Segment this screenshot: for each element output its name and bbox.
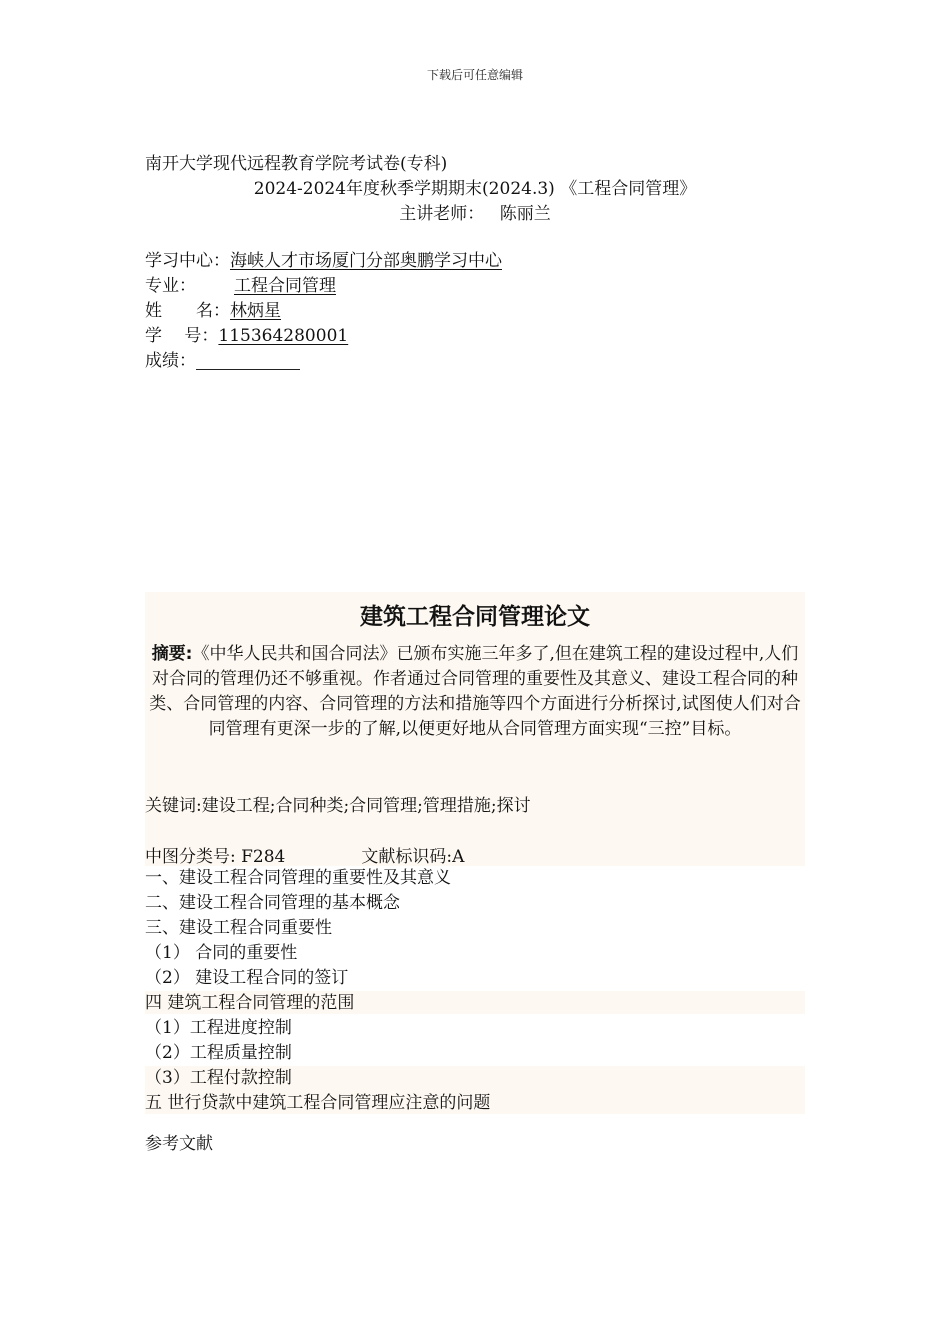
toc-item: （1） 合同的重要性: [145, 943, 298, 963]
document-code: 文献标识码:A: [361, 847, 465, 867]
major-row: [145, 274, 502, 299]
name-row: [145, 299, 502, 324]
study-center-value: 海峡人才市场厦门分部奥鹏学习中心: [230, 251, 502, 271]
exam-term: 2024-2024年度秋季学期期末(2024.3) 《工程合同管理》: [253, 179, 697, 199]
student-id-row: [145, 324, 502, 349]
toc-item: 一、建设工程合同管理的重要性及其意义: [145, 868, 451, 888]
classification-row: [145, 842, 464, 867]
teacher-name: 陈丽兰: [499, 204, 551, 224]
name-value: 林炳星: [230, 301, 281, 321]
major-label: 专业：: [145, 276, 196, 296]
score-blank: [196, 351, 300, 370]
toc-item: 四 建筑工程合同管理的范围: [145, 993, 355, 1013]
toc-item: （2）工程质量控制: [145, 1043, 292, 1063]
paper-title: 建筑工程合同管理论文: [360, 604, 590, 630]
exam-title: 南开大学现代远程教育学院考试卷(专科): [145, 154, 448, 174]
toc-item: 二、建设工程合同管理的基本概念: [145, 893, 400, 913]
major-value: 工程合同管理: [234, 276, 336, 296]
score-label: 成绩：: [145, 351, 196, 371]
teacher-label: 主讲老师：: [399, 204, 485, 224]
score-row: [145, 349, 502, 374]
student-id-label: 学 号：: [145, 326, 219, 346]
study-center-label: 学习中心：: [145, 251, 230, 271]
table-of-contents: [145, 866, 490, 1116]
abstract: [145, 642, 805, 742]
toc-item: （1）工程进度控制: [145, 1018, 292, 1038]
toc-item: （3）工程付款控制: [145, 1068, 292, 1088]
name-label: 姓 名：: [145, 301, 230, 321]
student-id-value: 115364280001: [218, 326, 349, 346]
study-center-row: [145, 249, 502, 274]
abstract-text: 《中华人民共和国合同法》已颁布实施三年多了,但在建筑工程的建设过程中,人们对合同的管理仍还不够重视。作者通过合同管理的重要性及其意义、建设工程合同的种类、合同管理的内容、合同管理的方法和措施等四个方面进行分析探讨,试图使人们对合同管理有更深一步的了解,以便更好地从合同管理方面实现“三控”目标。: [149, 644, 801, 739]
abstract-label: 摘要:: [151, 644, 193, 664]
toc-item: 五 世行贷款中建筑工程合同管理应注意的问题: [145, 1093, 491, 1113]
exam-teacher: [145, 199, 805, 224]
student-info: [145, 249, 502, 374]
references-heading: 参考文献: [145, 1134, 213, 1154]
toc-item: 三、建设工程合同重要性: [145, 918, 332, 938]
page-header-note: 下载后可任意编辑: [426, 68, 523, 82]
toc-item: （2） 建设工程合同的签订: [145, 968, 349, 988]
classification-number: 中图分类号: F284: [145, 847, 286, 867]
keywords: 关键词:建设工程;合同种类;合同管理;管理措施;探讨: [145, 796, 531, 816]
